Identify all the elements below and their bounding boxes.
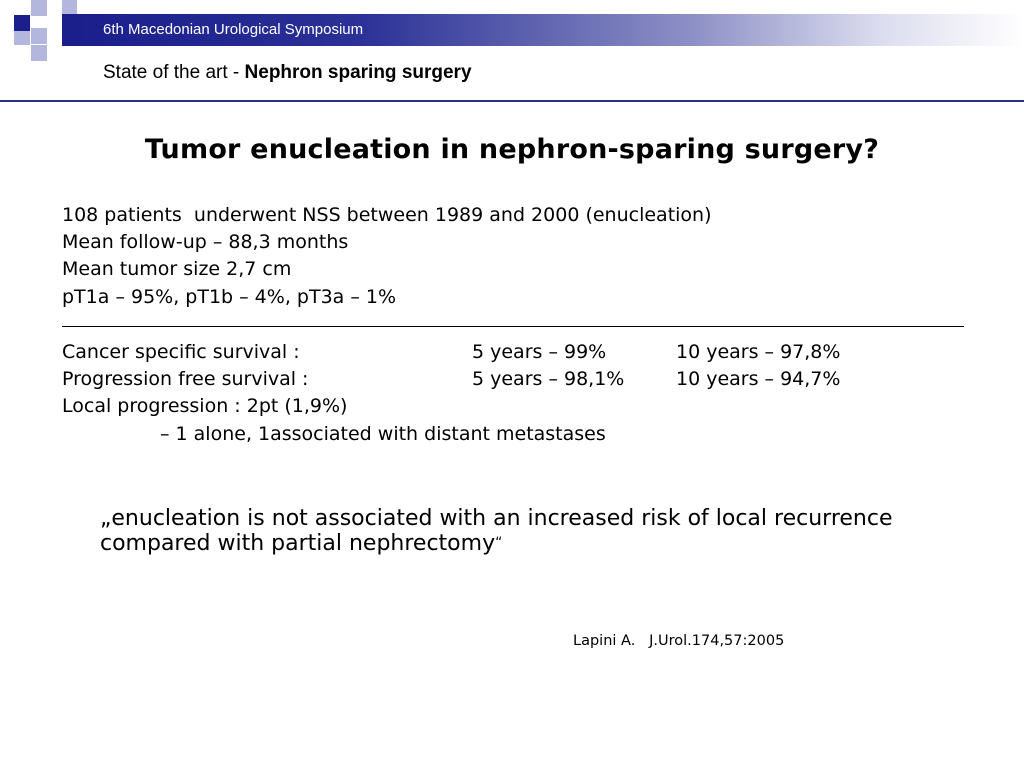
logo-square bbox=[31, 28, 47, 44]
section-divider bbox=[62, 326, 964, 327]
logo-square bbox=[14, 15, 30, 31]
result-five-year: 5 years – 98,1% bbox=[472, 368, 625, 390]
header-divider bbox=[0, 100, 1024, 102]
intro-line: Mean tumor size 2,7 cm bbox=[62, 258, 292, 280]
result-label: Cancer specific survival : bbox=[62, 341, 300, 363]
logo-square bbox=[31, 0, 47, 16]
logo-square bbox=[62, 0, 77, 14]
logo-square bbox=[62, 14, 77, 46]
quote-close-mark: “ bbox=[495, 535, 503, 551]
intro-line: Mean follow-up – 88,3 months bbox=[62, 231, 349, 253]
subtitle-topic: Nephron sparing surgery bbox=[244, 62, 472, 83]
subtitle-prefix: State of the art - bbox=[103, 62, 245, 83]
citation: Lapini A. J.Urol.174,57:2005 bbox=[573, 633, 785, 649]
result-ten-year: 10 years – 94,7% bbox=[676, 368, 841, 390]
quote-text: „enucleation is not associated with an increased risk of local recurrence compared with partial nephrectomy bbox=[100, 506, 893, 556]
slide-subtitle bbox=[103, 62, 472, 84]
result-five-year: 5 years – 99% bbox=[472, 341, 607, 363]
intro-line: 108 patients underwent NSS between 1989 and 2000 (enucleation) bbox=[62, 204, 712, 226]
conference-name: 6th Macedonian Urological Symposium bbox=[103, 21, 364, 38]
local-progression-detail: – 1 alone, 1associated with distant metastases bbox=[160, 423, 606, 445]
slide-title: Tumor enucleation in nephron-sparing surgery? bbox=[144, 134, 880, 165]
result-label: Progression free survival : bbox=[62, 368, 309, 390]
local-progression: Local progression : 2pt (1,9%) bbox=[62, 395, 348, 417]
result-ten-year: 10 years – 97,8% bbox=[676, 341, 841, 363]
conclusion-quote bbox=[100, 506, 920, 556]
logo-square bbox=[14, 31, 30, 45]
intro-line: pT1a – 95%, pT1b – 4%, pT3a – 1% bbox=[62, 286, 397, 308]
logo-square bbox=[31, 45, 47, 61]
